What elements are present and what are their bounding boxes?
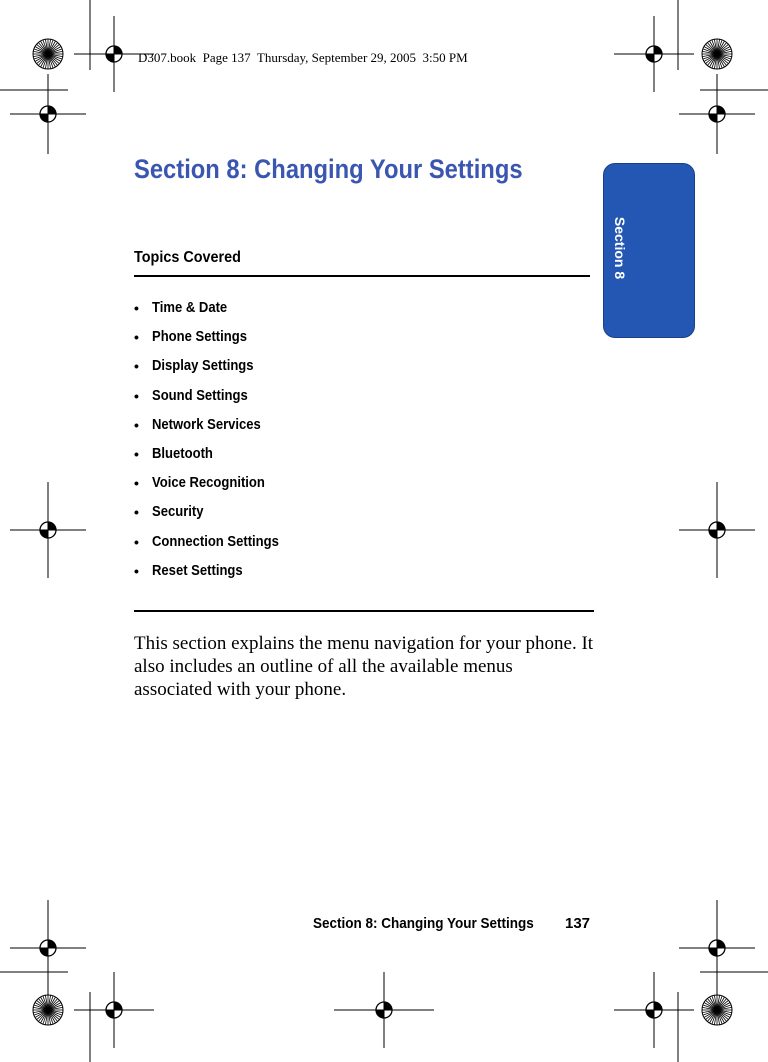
topic-text: Bluetooth (152, 445, 213, 462)
page-number: 137 (565, 915, 591, 932)
list-item (134, 475, 293, 504)
topic-text: Phone Settings (152, 329, 247, 346)
topic-text: Time & Date (152, 300, 228, 316)
registration-mark-icon (10, 482, 86, 578)
registration-mark-icon (10, 74, 86, 154)
page-title: Section 8: Changing Your Settings (134, 154, 523, 184)
registration-mark-icon (10, 900, 86, 996)
divider-bottom (134, 610, 594, 612)
list-item (134, 446, 293, 475)
print-header: D307.book Page 137 Thursday, September 29, 2005 3:50 PM (138, 50, 468, 65)
registration-mark-icon (74, 972, 154, 1048)
divider-top (134, 275, 590, 277)
radial-wheel-icon (702, 995, 732, 1025)
bullet-icon: • (134, 445, 139, 462)
footer-title: Section 8: Changing Your Settings (313, 915, 534, 932)
topic-text: Reset Settings (152, 562, 243, 579)
bullet-icon: • (134, 504, 139, 521)
registration-mark-icon (679, 482, 755, 578)
registration-mark-icon (334, 972, 434, 1048)
bullet-icon: • (134, 387, 139, 404)
bullet-icon: • (134, 533, 139, 550)
registration-mark-icon (679, 74, 755, 154)
registration-mark-icon (614, 16, 694, 92)
section-tab-label: Section 8 (612, 216, 628, 280)
registration-mark-icon (614, 972, 694, 1048)
list-item (134, 563, 293, 592)
radial-wheel-icon (33, 39, 63, 69)
topic-text: Network Services (152, 416, 261, 433)
topic-text: Voice Recognition (152, 475, 265, 492)
bullet-icon: • (134, 562, 139, 579)
bullet-icon: • (134, 300, 139, 316)
radial-wheel-icon (33, 995, 63, 1025)
topics-heading: Topics Covered (134, 249, 241, 266)
topic-text: Connection Settings (152, 533, 279, 550)
list-item (134, 329, 293, 358)
radial-wheel-icon (702, 39, 732, 69)
list-item (134, 417, 293, 446)
list-item (134, 300, 293, 329)
topic-text: Display Settings (152, 358, 254, 375)
list-item (134, 358, 293, 387)
list-item (134, 534, 293, 563)
bullet-icon: • (134, 475, 139, 492)
bullet-icon: • (134, 358, 139, 375)
bullet-icon: • (134, 329, 139, 346)
topics-list (134, 300, 293, 592)
registration-mark-icon (679, 900, 755, 996)
topic-text: Security (152, 504, 204, 521)
topic-text: Sound Settings (152, 387, 248, 404)
list-item (134, 388, 293, 417)
intro-paragraph: This section explains the menu navigation for your phone. It also includes an outline of all the available menus associated with your phone. (134, 633, 594, 700)
bullet-icon: • (134, 416, 139, 433)
list-item (134, 504, 293, 533)
